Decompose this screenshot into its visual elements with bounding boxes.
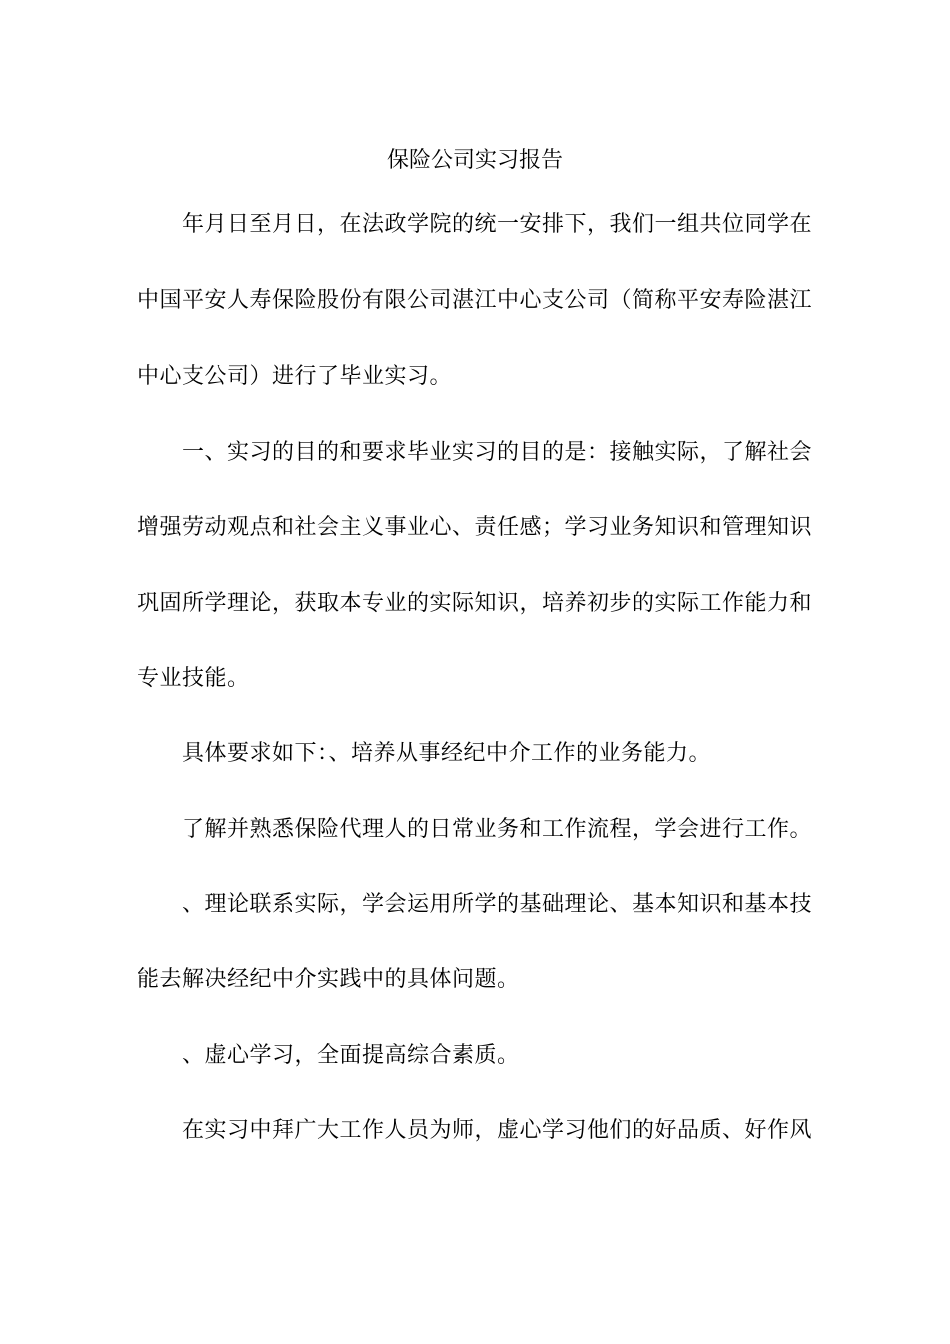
paragraph-line: 中心支公司）进行了毕业实习。 [137,364,453,389]
paragraph-line: 了解并熟悉保险代理人的日常业务和工作流程，学会进行工作。 [182,817,813,842]
paragraph-line: 专业技能。 [137,666,250,691]
paragraph-line: 巩固所学理论，获取本专业的实际知识，培养初步的实际工作能力和 [137,591,813,616]
paragraph-line: 增强劳动观点和社会主义事业心、责任感；学习业务知识和管理知识 [137,515,813,540]
paragraph-line: 一、实习的目的和要求毕业实习的目的是：接触实际，了解社会 [182,440,813,465]
paragraph-line: 、理论联系实际，学会运用所学的基础理论、基本知识和基本技 [182,892,813,917]
paragraph-line: 在实习中拜广大工作人员为师，虚心学习他们的好品质、好作风 [182,1118,813,1143]
paragraph-line: 能去解决经纪中介实践中的具体问题。 [137,967,520,992]
paragraph-line: 、虚心学习，全面提高综合素质。 [182,1043,520,1068]
paragraph-line: 年月日至月日，在法政学院的统一安排下，我们一组共位同学在 [182,212,813,237]
paragraph-line: 中国平安人寿保险股份有限公司湛江中心支公司（简称平安寿险湛江 [137,288,813,313]
paragraph-line: 具体要求如下：、培养从事经纪中介工作的业务能力。 [182,741,712,766]
document-title: 保险公司实习报告 [386,148,563,173]
